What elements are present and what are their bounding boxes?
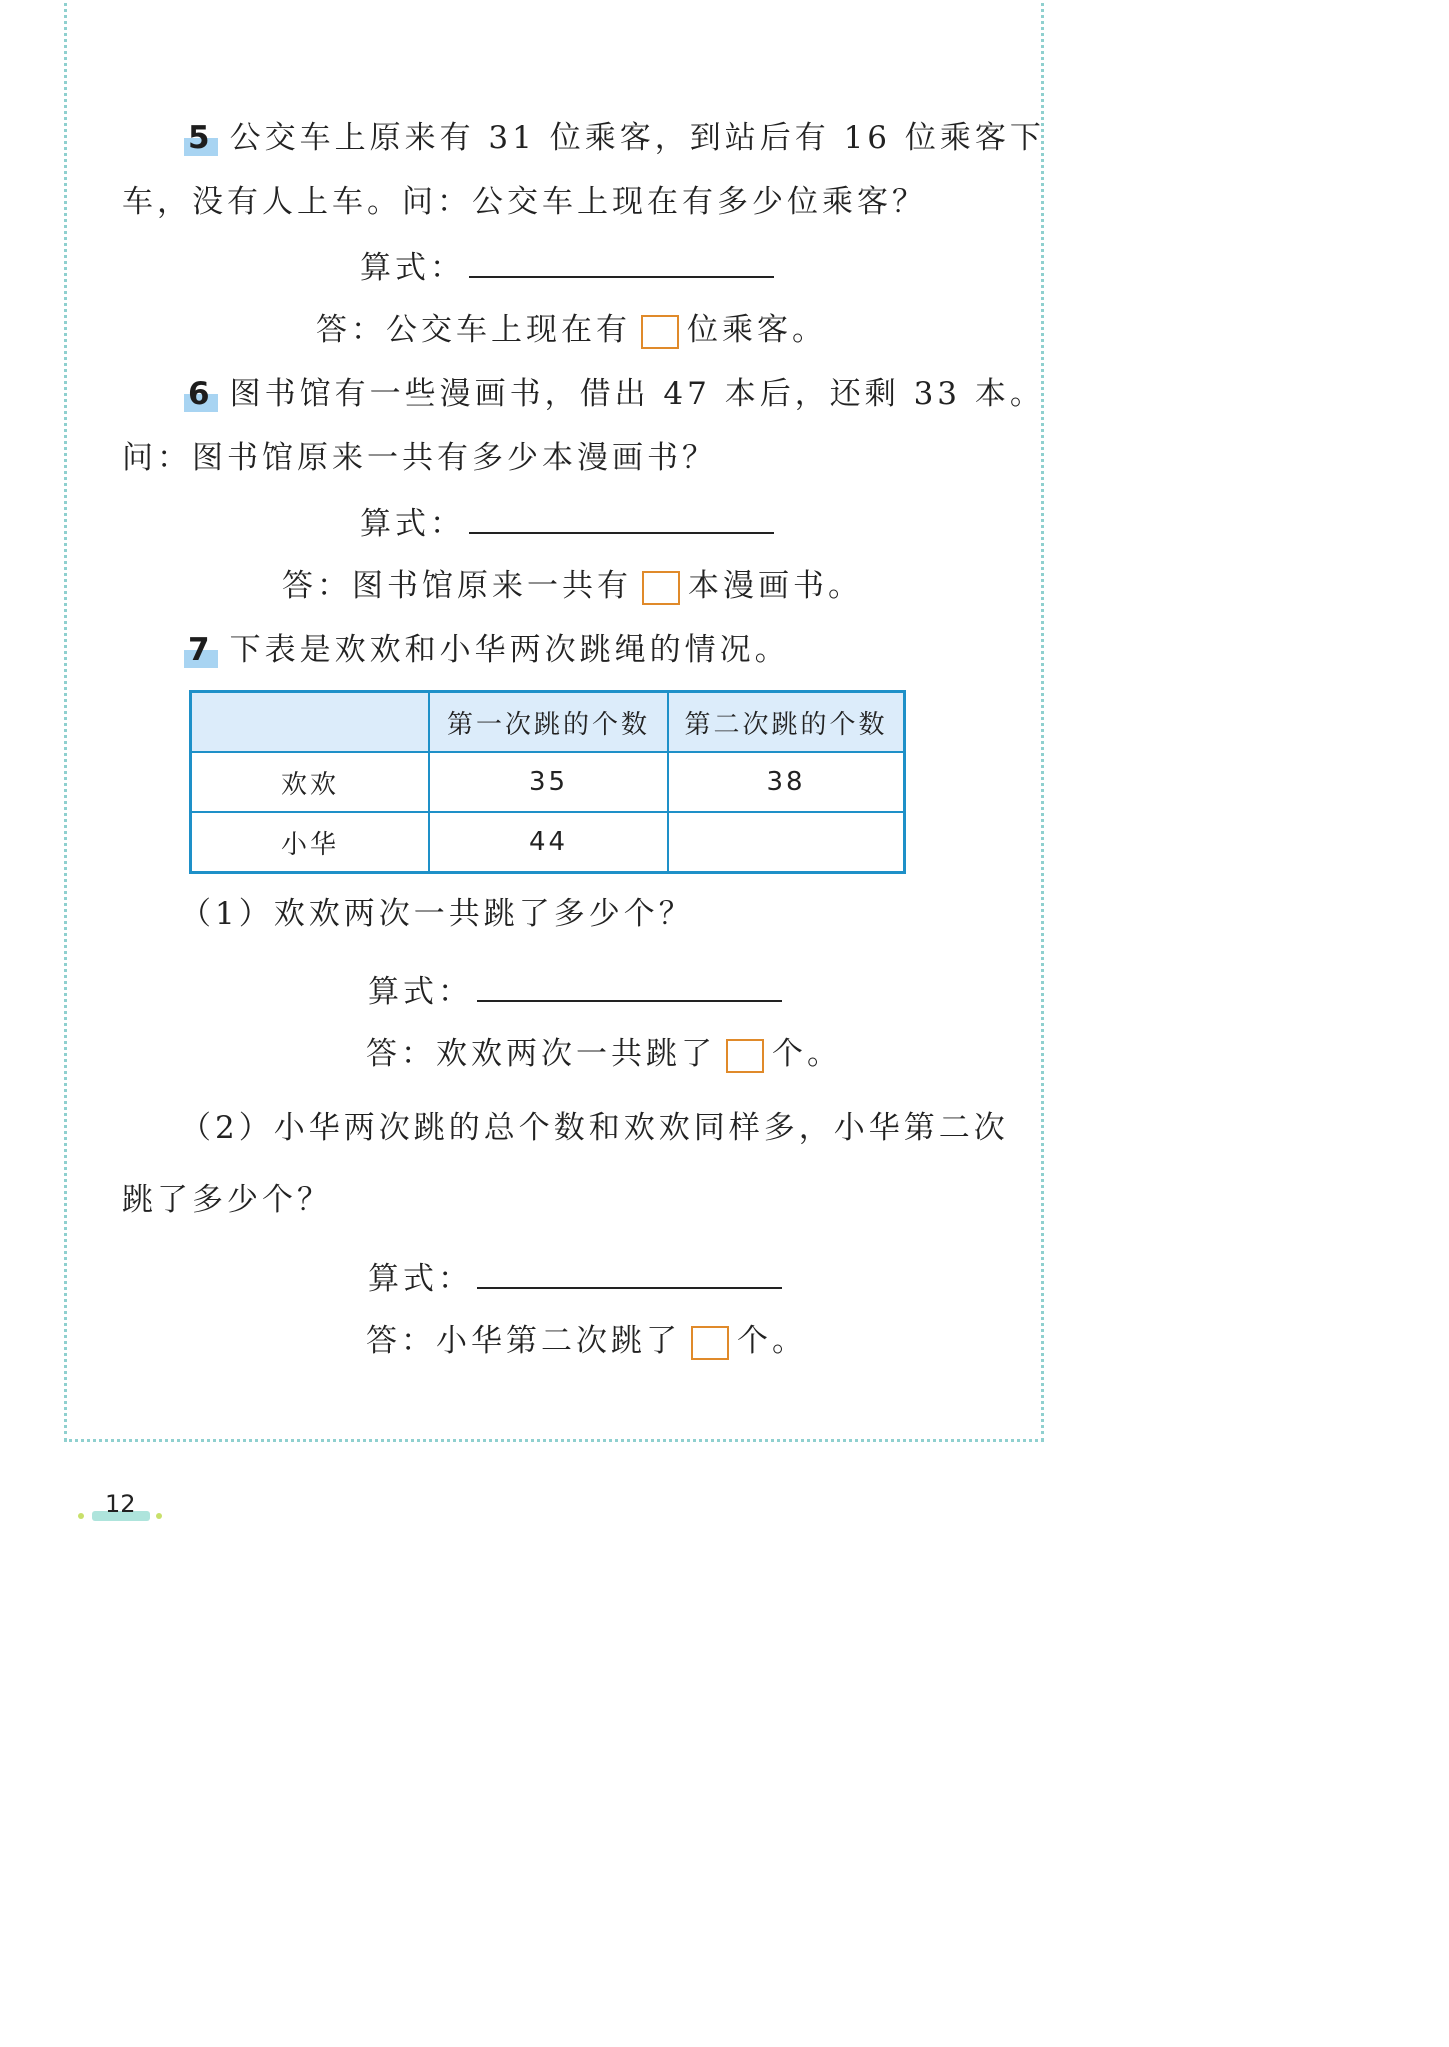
q7-sub2-question-line1: （2）小华两次跳的总个数和欢欢同样多，小华第二次 <box>180 1110 1009 1146</box>
q7-intro-line <box>186 630 790 670</box>
q5-formula-blank[interactable] <box>469 246 774 278</box>
q6-answer-box[interactable] <box>642 571 680 605</box>
q5-text-line1: 公交车上原来有 31 位乘客，到站后有 16 位乘客下 <box>229 120 1045 156</box>
q7-sub2-answer-suffix: 个。 <box>737 1323 807 1359</box>
page-number: 12 <box>105 1490 136 1518</box>
table-cell: 38 <box>668 752 905 812</box>
page-number-dot-left <box>78 1513 84 1519</box>
table-cell: 44 <box>429 812 668 873</box>
q6-answer-prefix: 答：图书馆原来一共有 <box>282 568 632 604</box>
q7-sub1-answer-box[interactable] <box>726 1039 764 1073</box>
q7-sub1-question: （1）欢欢两次一共跳了多少个？ <box>180 896 694 932</box>
q5-formula-label: 算式： <box>360 250 465 286</box>
q7-sub1-formula <box>368 970 782 1012</box>
table-header-cell: 第一次跳的个数 <box>429 692 668 753</box>
q5-line2: 车，没有人上车。问：公交车上现在有多少位乘客？ <box>122 184 927 220</box>
q7-sub2-formula-label: 算式： <box>368 1261 473 1297</box>
q5-formula <box>360 246 774 288</box>
q5-answer-suffix: 位乘客。 <box>687 312 827 348</box>
q7-sub2-answer-box[interactable] <box>691 1326 729 1360</box>
table-row <box>191 752 905 812</box>
q6-text-line1: 图书馆有一些漫画书，借出 47 本后，还剩 33 本。 <box>229 376 1045 412</box>
q7-sub1-answer <box>366 1034 842 1074</box>
q5-answer-prefix: 答：公交车上现在有 <box>316 312 631 348</box>
q5-line1 <box>186 118 1045 158</box>
q7-number: 7 <box>188 632 214 668</box>
table-row <box>191 812 905 873</box>
q6-formula-label: 算式： <box>360 506 465 542</box>
q7-sub2-formula <box>368 1257 782 1299</box>
jump-rope-table <box>189 690 906 874</box>
q6-line2: 问：图书馆原来一共有多少本漫画书？ <box>122 440 717 476</box>
table-cell-name: 欢欢 <box>191 752 430 812</box>
q7-sub1-formula-label: 算式： <box>368 974 473 1010</box>
q5-number: 5 <box>188 120 214 156</box>
q5-answer-box[interactable] <box>641 315 679 349</box>
q7-sub2-formula-blank[interactable] <box>477 1257 782 1289</box>
table-header-cell: 第二次跳的个数 <box>668 692 905 753</box>
q7-sub2-answer <box>366 1321 807 1361</box>
table-header-row <box>191 692 905 753</box>
q7-intro: 下表是欢欢和小华两次跳绳的情况。 <box>229 632 790 668</box>
table-cell-name: 小华 <box>191 812 430 873</box>
q6-formula <box>360 502 774 544</box>
q6-answer-suffix: 本漫画书。 <box>688 568 863 604</box>
q6-number: 6 <box>188 376 214 412</box>
page-number-dot-right <box>156 1513 162 1519</box>
q7-sub1-answer-prefix: 答：欢欢两次一共跳了 <box>366 1036 716 1072</box>
q6-formula-blank[interactable] <box>469 502 774 534</box>
q6-line1 <box>186 374 1045 414</box>
table-cell: 35 <box>429 752 668 812</box>
q7-sub1-formula-blank[interactable] <box>477 970 782 1002</box>
q5-answer <box>316 310 827 350</box>
table-header-cell <box>191 692 430 753</box>
q6-answer <box>282 566 863 606</box>
q7-sub2-answer-prefix: 答：小华第二次跳了 <box>366 1323 681 1359</box>
table-cell-empty[interactable] <box>668 812 905 873</box>
q7-sub1-answer-suffix: 个。 <box>772 1036 842 1072</box>
q7-sub2-question-line2: 跳了多少个？ <box>122 1182 332 1218</box>
